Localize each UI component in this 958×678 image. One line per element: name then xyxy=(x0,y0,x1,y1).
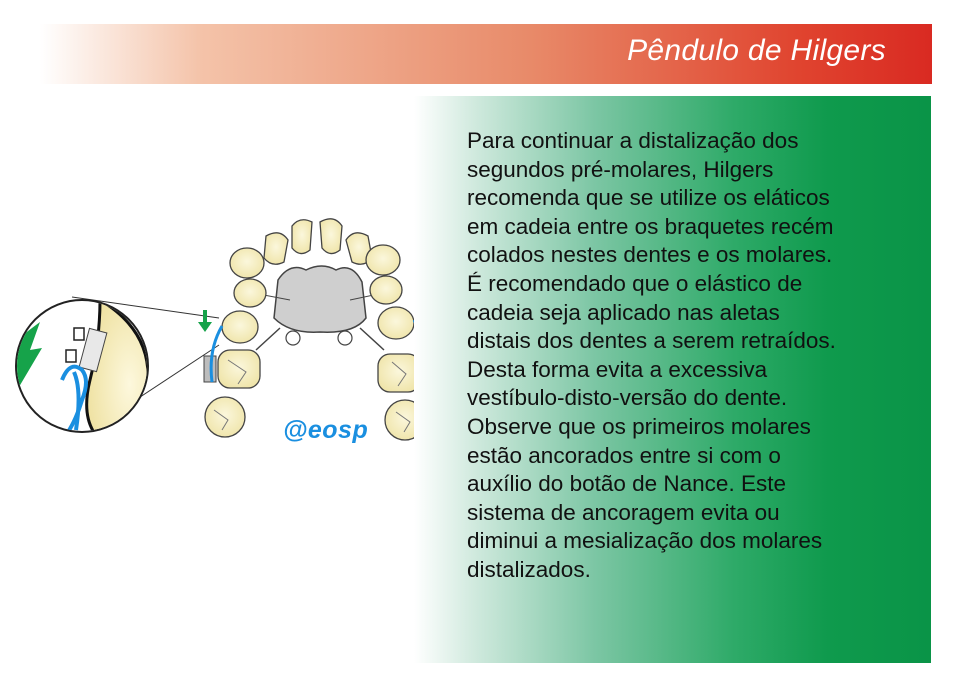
zoom-detail-circle xyxy=(16,300,148,440)
dental-arch-illustration xyxy=(0,0,470,460)
eosp-logo: @eosp xyxy=(283,416,369,444)
left-distalization-arrow xyxy=(198,310,212,332)
page-title: Pêndulo de Hilgers xyxy=(627,34,886,67)
description-panel xyxy=(414,96,931,663)
description-text: Para continuar a distalização dos segundos pré-molares, Hilgers recomenda que se utilize os eláticos em cadeia entre os braquetes recém colados nestes dentes e os molares. É recomendado que o elástico de cadeia seja aplicado nas aletas distais dos dentes a serem retraídos. Desta forma evita a excessiva vestíbulo-disto-versão do dente. Observe que os primeiros molares estão ancorados entre si com o auxílio do botão de Nance. Este sistema de ancoragem evita ou diminui a mesialização dos molares distalizados. xyxy=(467,128,836,582)
